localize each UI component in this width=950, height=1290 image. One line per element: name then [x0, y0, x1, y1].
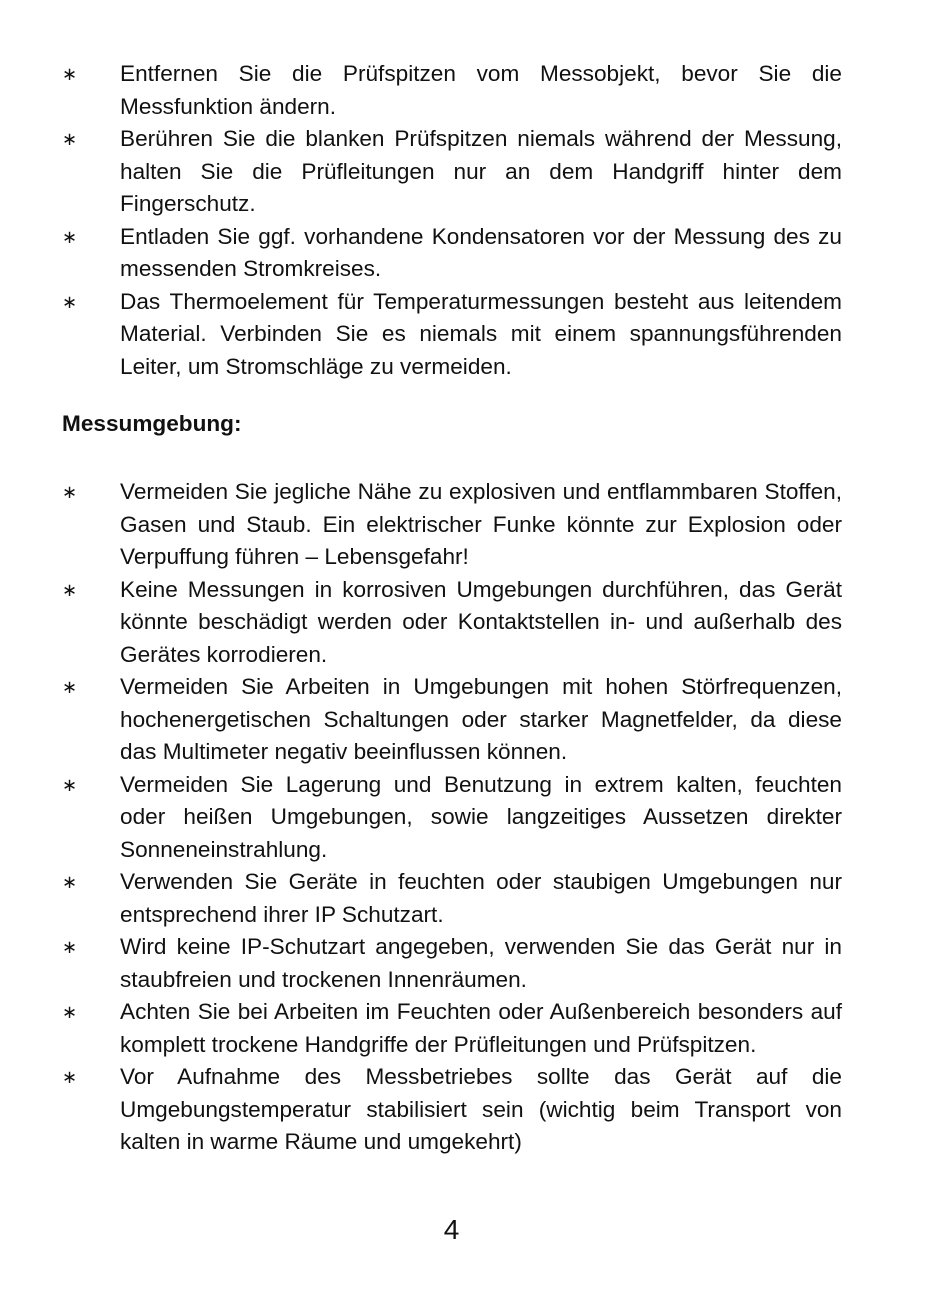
list-item	[62, 123, 842, 221]
bullet-icon: ∗	[62, 482, 78, 502]
page-number: 4	[443, 1214, 460, 1245]
list-item	[62, 476, 842, 574]
list-item	[62, 1061, 842, 1159]
list-item-text: Entladen Sie ggf. vorhandene Kondensatoren vor der Messung des zu messenden Stromkreises.	[120, 223, 842, 281]
list-item	[62, 671, 842, 769]
list-item	[62, 931, 842, 996]
list-item-text: Achten Sie bei Arbeiten im Feuchten oder Außenbereich besonders auf komplett trockene Handgriffe der Prüfleitungen und Prüfspitzen.	[120, 999, 842, 1057]
list-item-text: Vor Aufnahme des Messbetriebes sollte das Gerät auf die Umgebungstemperatur stabilisiert sein (wichtig beim Transport von kalten in warme Räume und umgekehrt)	[120, 1064, 842, 1154]
list-item	[62, 769, 842, 867]
bullet-icon: ∗	[62, 937, 78, 957]
list-item-text: Wird keine IP-Schutzart angegeben, verwenden Sie das Gerät nur in staubfreien und trockenen Innenräumen.	[120, 934, 842, 992]
list-item-text: Vermeiden Sie Lagerung und Benutzung in extrem kalten, feuchten oder heißen Umgebungen, sowie langzeitiges Aussetzen direkter Sonneneinstrahlung.	[120, 771, 842, 862]
bullet-icon: ∗	[62, 1002, 78, 1022]
bullet-icon: ∗	[62, 226, 78, 247]
list-item	[62, 574, 842, 672]
list-item-text: Berühren Sie die blanken Prüfspitzen niemals während der Messung, halten Sie die Prüfleitungen nur an dem Handgriff hinter dem Fingerschutz.	[120, 126, 842, 216]
list-item-text: Keine Messungen in korrosiven Umgebungen durchführen, das Gerät könnte beschädigt werden oder Kontaktstellen in- und außerhalb des Gerätes korrodieren.	[120, 576, 842, 667]
list-item-text: Das Thermoelement für Temperaturmessungen besteht aus leitendem Material. Verbinden Sie es niemals mit einem spannungsführenden Leiter, um Stromschläge zu vermeiden.	[120, 288, 842, 379]
list-item	[62, 58, 842, 123]
bullet-icon: ∗	[62, 1067, 78, 1087]
bullet-icon: ∗	[62, 129, 78, 149]
list-item-text: Vermeiden Sie Arbeiten in Umgebungen mit hohen Störfrequenzen, hochenergetischen Schaltungen oder starker Magnetfelder, da diese das Multimeter negativ beeinflussen können.	[120, 674, 842, 764]
bullet-icon: ∗	[62, 774, 78, 795]
list-item-text: Vermeiden Sie jegliche Nähe zu explosiven und entflammbaren Stoffen, Gasen und Staub. Ein elektrischer Funke könnte zur Explosion oder Verpuffung führen – Lebensgefahr!	[120, 479, 842, 569]
bullet-icon: ∗	[62, 872, 78, 892]
safety-list	[62, 58, 842, 383]
bullet-icon: ∗	[62, 291, 78, 312]
list-item-text: Entfernen Sie die Prüfspitzen vom Messobjekt, bevor Sie die Messfunktion ändern.	[120, 61, 842, 119]
environment-list	[62, 476, 842, 1159]
bullet-icon: ∗	[62, 677, 78, 697]
list-item	[62, 286, 842, 384]
list-item	[62, 866, 842, 931]
bullet-icon: ∗	[62, 579, 78, 600]
bullet-icon: ∗	[62, 64, 78, 84]
section-heading: Messumgebung:	[62, 411, 242, 436]
list-item	[62, 221, 842, 286]
list-item	[62, 996, 842, 1061]
list-item-text: Verwenden Sie Geräte in feuchten oder staubigen Umgebungen nur entsprechend ihrer IP Schutzart.	[120, 869, 842, 927]
